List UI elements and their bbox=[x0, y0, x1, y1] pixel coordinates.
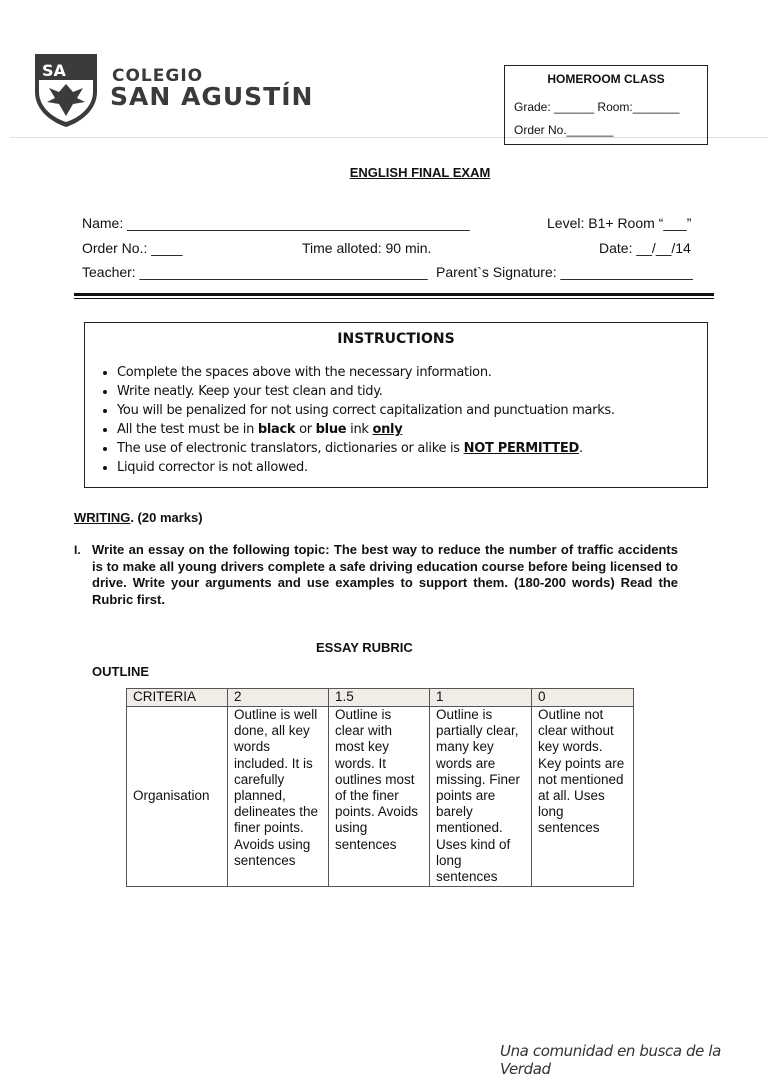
outline-heading: OUTLINE bbox=[92, 664, 150, 679]
level-field[interactable]: Level: B1+ Room “___” bbox=[547, 215, 692, 231]
essay-prompt: Write an essay on the following topic: The best way to reduce the number of traffic accidents is to make all young drivers complete a safe driving education course before being licensed to drive. Write your arguments and use examples to support them. (180-200 words) Read the Rubric first. bbox=[92, 542, 678, 607]
criteria-cell: Organisation bbox=[127, 707, 228, 887]
instruction-text: All the test must be in bbox=[117, 422, 258, 437]
header-cell: CRITERIA bbox=[127, 689, 228, 707]
instruction-text: or bbox=[295, 422, 316, 437]
instruction-text: The use of electronic translators, dictionaries or alike is bbox=[117, 441, 464, 456]
rubric-table bbox=[126, 688, 634, 887]
instruction-item bbox=[117, 420, 615, 439]
table-row bbox=[127, 689, 634, 707]
table-cell: Outline is clear with most key words. It outlines most of the finer points. Avoids using sentences bbox=[329, 707, 430, 887]
time-allotted: Time alloted: 90 min. bbox=[302, 240, 432, 256]
instruction-item bbox=[117, 439, 615, 458]
name-field[interactable]: Name: ____________________________________________ bbox=[82, 215, 470, 231]
writing-heading bbox=[74, 510, 203, 525]
instructions-box bbox=[84, 322, 708, 488]
rubric-title: ESSAY RUBRIC bbox=[316, 640, 413, 655]
instruction-text: ink bbox=[346, 422, 373, 437]
instruction-emphasis: blue bbox=[315, 422, 347, 437]
instruction-item: • Write neatly. Keep your test clean and tidy. bbox=[117, 382, 615, 401]
header-cell: 1 bbox=[430, 689, 532, 707]
instruction-item: • You will be penalized for not using correct capitalization and punctuation marks. bbox=[117, 401, 615, 420]
grade-room-field[interactable]: Grade: ______ Room:_______ bbox=[514, 100, 680, 114]
logo-line2: SAN AGUSTÍN bbox=[110, 82, 314, 111]
table-row bbox=[127, 707, 634, 887]
header-cell: 1.5 bbox=[329, 689, 430, 707]
homeroom-class-box bbox=[504, 65, 708, 145]
instruction-item: • Liquid corrector is not allowed. bbox=[117, 458, 615, 477]
instruction-emphasis: black bbox=[257, 422, 296, 437]
instructions-title: INSTRUCTIONS bbox=[337, 331, 455, 347]
instructions-list bbox=[85, 363, 615, 477]
order-field[interactable]: Order No.: ____ bbox=[82, 240, 183, 256]
logo-line1: COLEGIO bbox=[112, 66, 204, 86]
question-number: I. bbox=[74, 543, 81, 557]
shield-initials: SA bbox=[42, 61, 66, 80]
homeroom-title: HOMEROOM CLASS bbox=[547, 72, 665, 86]
homeroom-order-field[interactable]: Order No._______ bbox=[514, 123, 614, 137]
date-field[interactable]: Date: __/__/14 bbox=[599, 240, 691, 256]
table-cell: Outline is partially clear, many key words are missing. Finer points are barely mentioned. Uses kind of long sentences bbox=[430, 707, 532, 887]
double-rule-thick bbox=[74, 293, 714, 296]
footer-motto: Una comunidad en busca de la Verdad bbox=[500, 1042, 721, 1078]
header-cell: 2 bbox=[228, 689, 329, 707]
writing-label: WRITING bbox=[74, 510, 131, 525]
table-cell: Outline not clear without key words. Key points are not mentioned at all. Uses long sentences bbox=[532, 707, 634, 887]
instruction-text: . bbox=[578, 441, 583, 456]
table-cell: Outline is well done, all key words included. It is carefully planned, delineates the finer points. Avoids using sentences bbox=[228, 707, 329, 887]
instruction-emphasis: only bbox=[372, 422, 403, 437]
header-cell: 0 bbox=[532, 689, 634, 707]
school-shield-logo bbox=[33, 52, 99, 128]
parent-signature-field[interactable]: Parent`s Signature: _________________ bbox=[436, 264, 693, 280]
exam-title: ENGLISH FINAL EXAM bbox=[349, 165, 491, 180]
instruction-emphasis: NOT PERMITTED bbox=[463, 441, 579, 456]
writing-marks: . (20 marks) bbox=[130, 510, 203, 525]
instruction-item: • Complete the spaces above with the necessary information. bbox=[117, 363, 615, 382]
teacher-field[interactable]: Teacher: _____________________________________ bbox=[82, 264, 428, 280]
double-rule-thin bbox=[74, 298, 714, 299]
